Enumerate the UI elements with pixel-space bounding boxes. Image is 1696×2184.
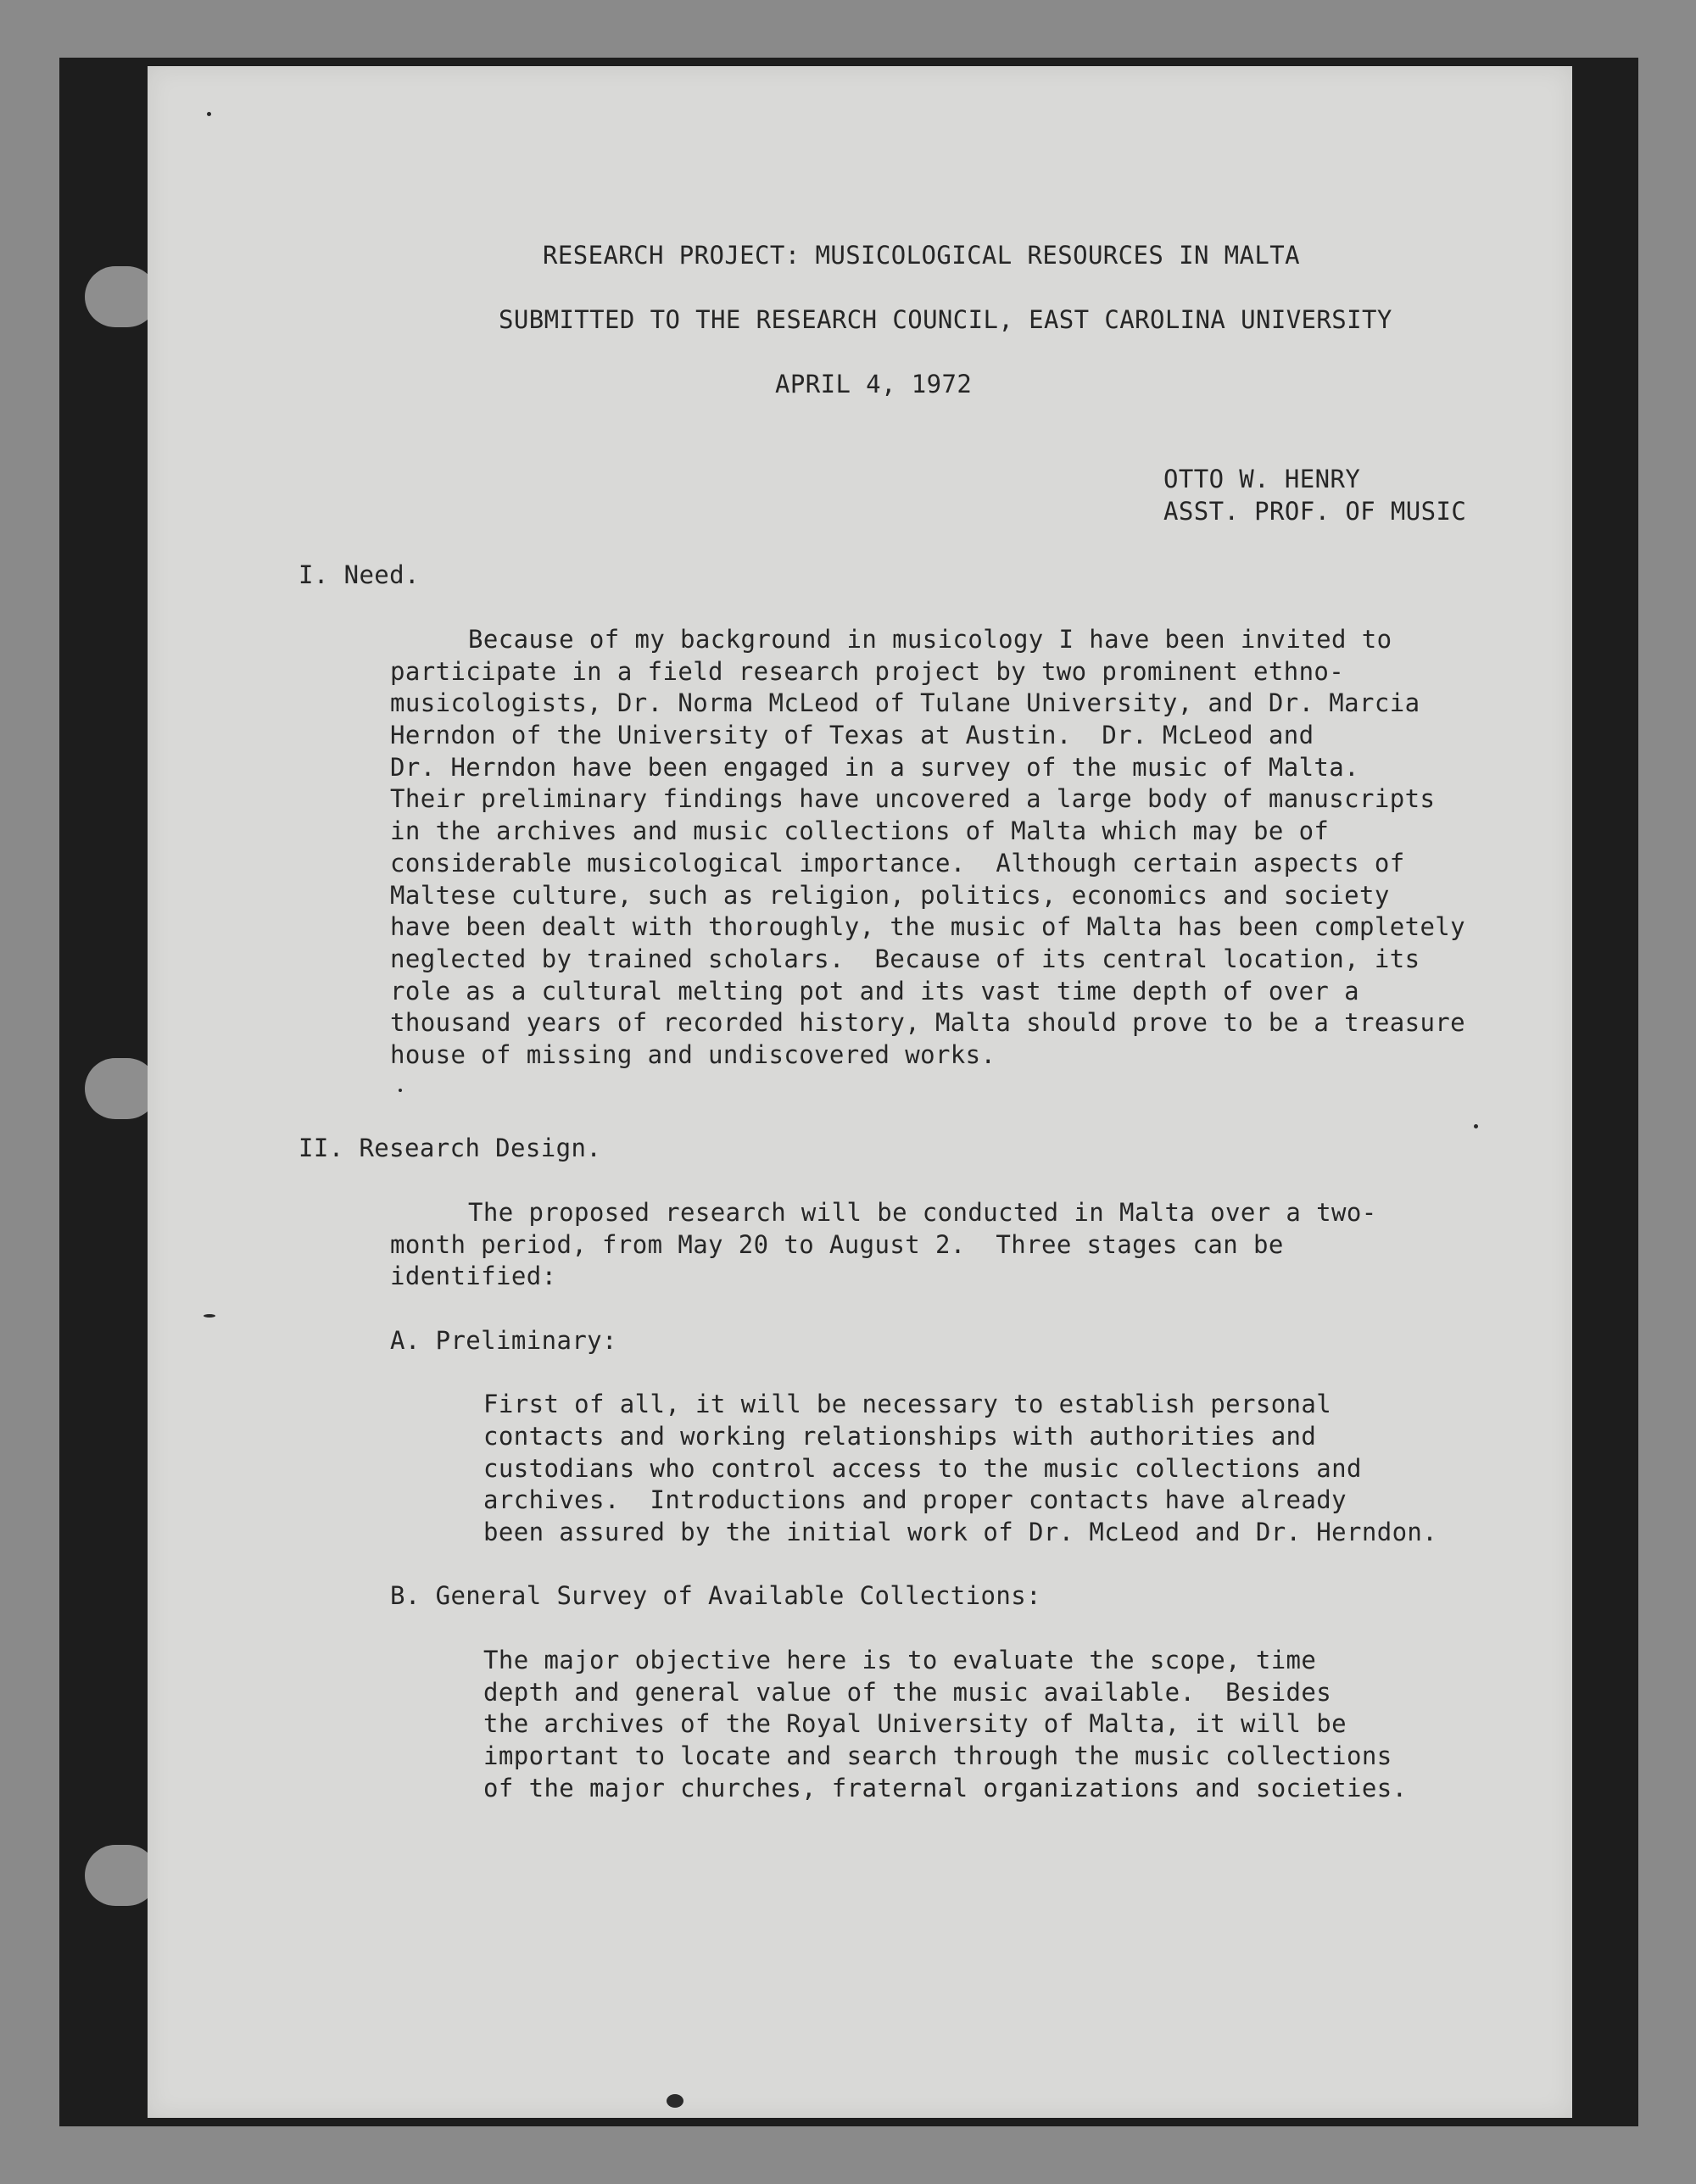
paragraph-line: contacts and working relationships with authorities and bbox=[483, 1422, 1317, 1451]
paragraph-line: musicologists, Dr. Norma McLeod of Tulane University, and Dr. Marcia bbox=[390, 688, 1420, 717]
paper-speck bbox=[1474, 1124, 1478, 1128]
paragraph-line: identified: bbox=[390, 1262, 557, 1290]
paper-speck bbox=[204, 1314, 215, 1318]
paragraph-line: custodians who control access to the music collections and bbox=[483, 1454, 1362, 1483]
paragraph-line: The major objective here is to evaluate the scope, time bbox=[483, 1646, 1317, 1674]
paragraph-line: archives. Introductions and proper contacts have already bbox=[483, 1485, 1347, 1514]
paragraph-line: Dr. Herndon have been engaged in a survey of the music of Malta. bbox=[390, 753, 1360, 782]
paragraph-line: considerable musicological importance. Although certain aspects of bbox=[390, 849, 1405, 878]
paragraph-line: Their preliminary findings have uncovered a large body of manuscripts bbox=[390, 784, 1436, 813]
document-title: RESEARCH PROJECT: MUSICOLOGICAL RESOURCES IN MALTA bbox=[543, 241, 1300, 270]
paper-speck bbox=[667, 2094, 683, 2108]
paragraph-line: thousand years of recorded history, Malta should prove to be a treasure bbox=[390, 1008, 1466, 1037]
paragraph-line: The proposed research will be conducted in Malta over a two- bbox=[468, 1198, 1377, 1227]
paragraph-line: role as a cultural melting pot and its vast time depth of over a bbox=[390, 977, 1360, 1006]
paragraph-line: the archives of the Royal University of Malta, it will be bbox=[483, 1709, 1347, 1738]
paragraph-line: participate in a field research project by two prominent ethno- bbox=[390, 657, 1345, 686]
paragraph-line: month period, from May 20 to August 2. Three stages can be bbox=[390, 1230, 1284, 1259]
author-name: OTTO W. HENRY bbox=[1163, 465, 1361, 493]
paragraph-line: First of all, it will be necessary to establish personal bbox=[483, 1390, 1332, 1418]
paragraph-line: Because of my background in musicology I have been invited to bbox=[468, 625, 1392, 654]
section-heading-need: I. Need. bbox=[298, 560, 420, 589]
subsection-heading-preliminary: A. Preliminary: bbox=[390, 1326, 617, 1355]
paper-speck bbox=[207, 112, 211, 116]
subsection-heading-general-survey: B. General Survey of Available Collections: bbox=[390, 1581, 1041, 1610]
paragraph-line: have been dealt with thoroughly, the music of Malta has been completely bbox=[390, 912, 1466, 941]
paragraph-line: in the archives and music collections of Malta which may be of bbox=[390, 816, 1330, 845]
paper-speck bbox=[399, 1089, 402, 1092]
paragraph-line: neglected by trained scholars. Because of its central location, its bbox=[390, 944, 1420, 973]
paragraph-line: Maltese culture, such as religion, politics, economics and society bbox=[390, 881, 1390, 910]
paragraph-line: of the major churches, fraternal organizations and societies. bbox=[483, 1774, 1408, 1802]
submission-line: SUBMITTED TO THE RESEARCH COUNCIL, EAST CAROLINA UNIVERSITY bbox=[499, 305, 1392, 334]
paragraph-line: important to locate and search through the music collections bbox=[483, 1741, 1392, 1770]
author-position: ASST. PROF. OF MUSIC bbox=[1163, 497, 1467, 526]
section-heading-research-design: II. Research Design. bbox=[298, 1134, 602, 1162]
paragraph-line: house of missing and undiscovered works. bbox=[390, 1040, 996, 1069]
paragraph-line: Herndon of the University of Texas at Austin. Dr. McLeod and bbox=[390, 721, 1314, 749]
document-date: APRIL 4, 1972 bbox=[775, 370, 973, 398]
paragraph-line: depth and general value of the music available. Besides bbox=[483, 1678, 1332, 1707]
paragraph-line: been assured by the initial work of Dr. McLeod and Dr. Herndon. bbox=[483, 1518, 1438, 1546]
